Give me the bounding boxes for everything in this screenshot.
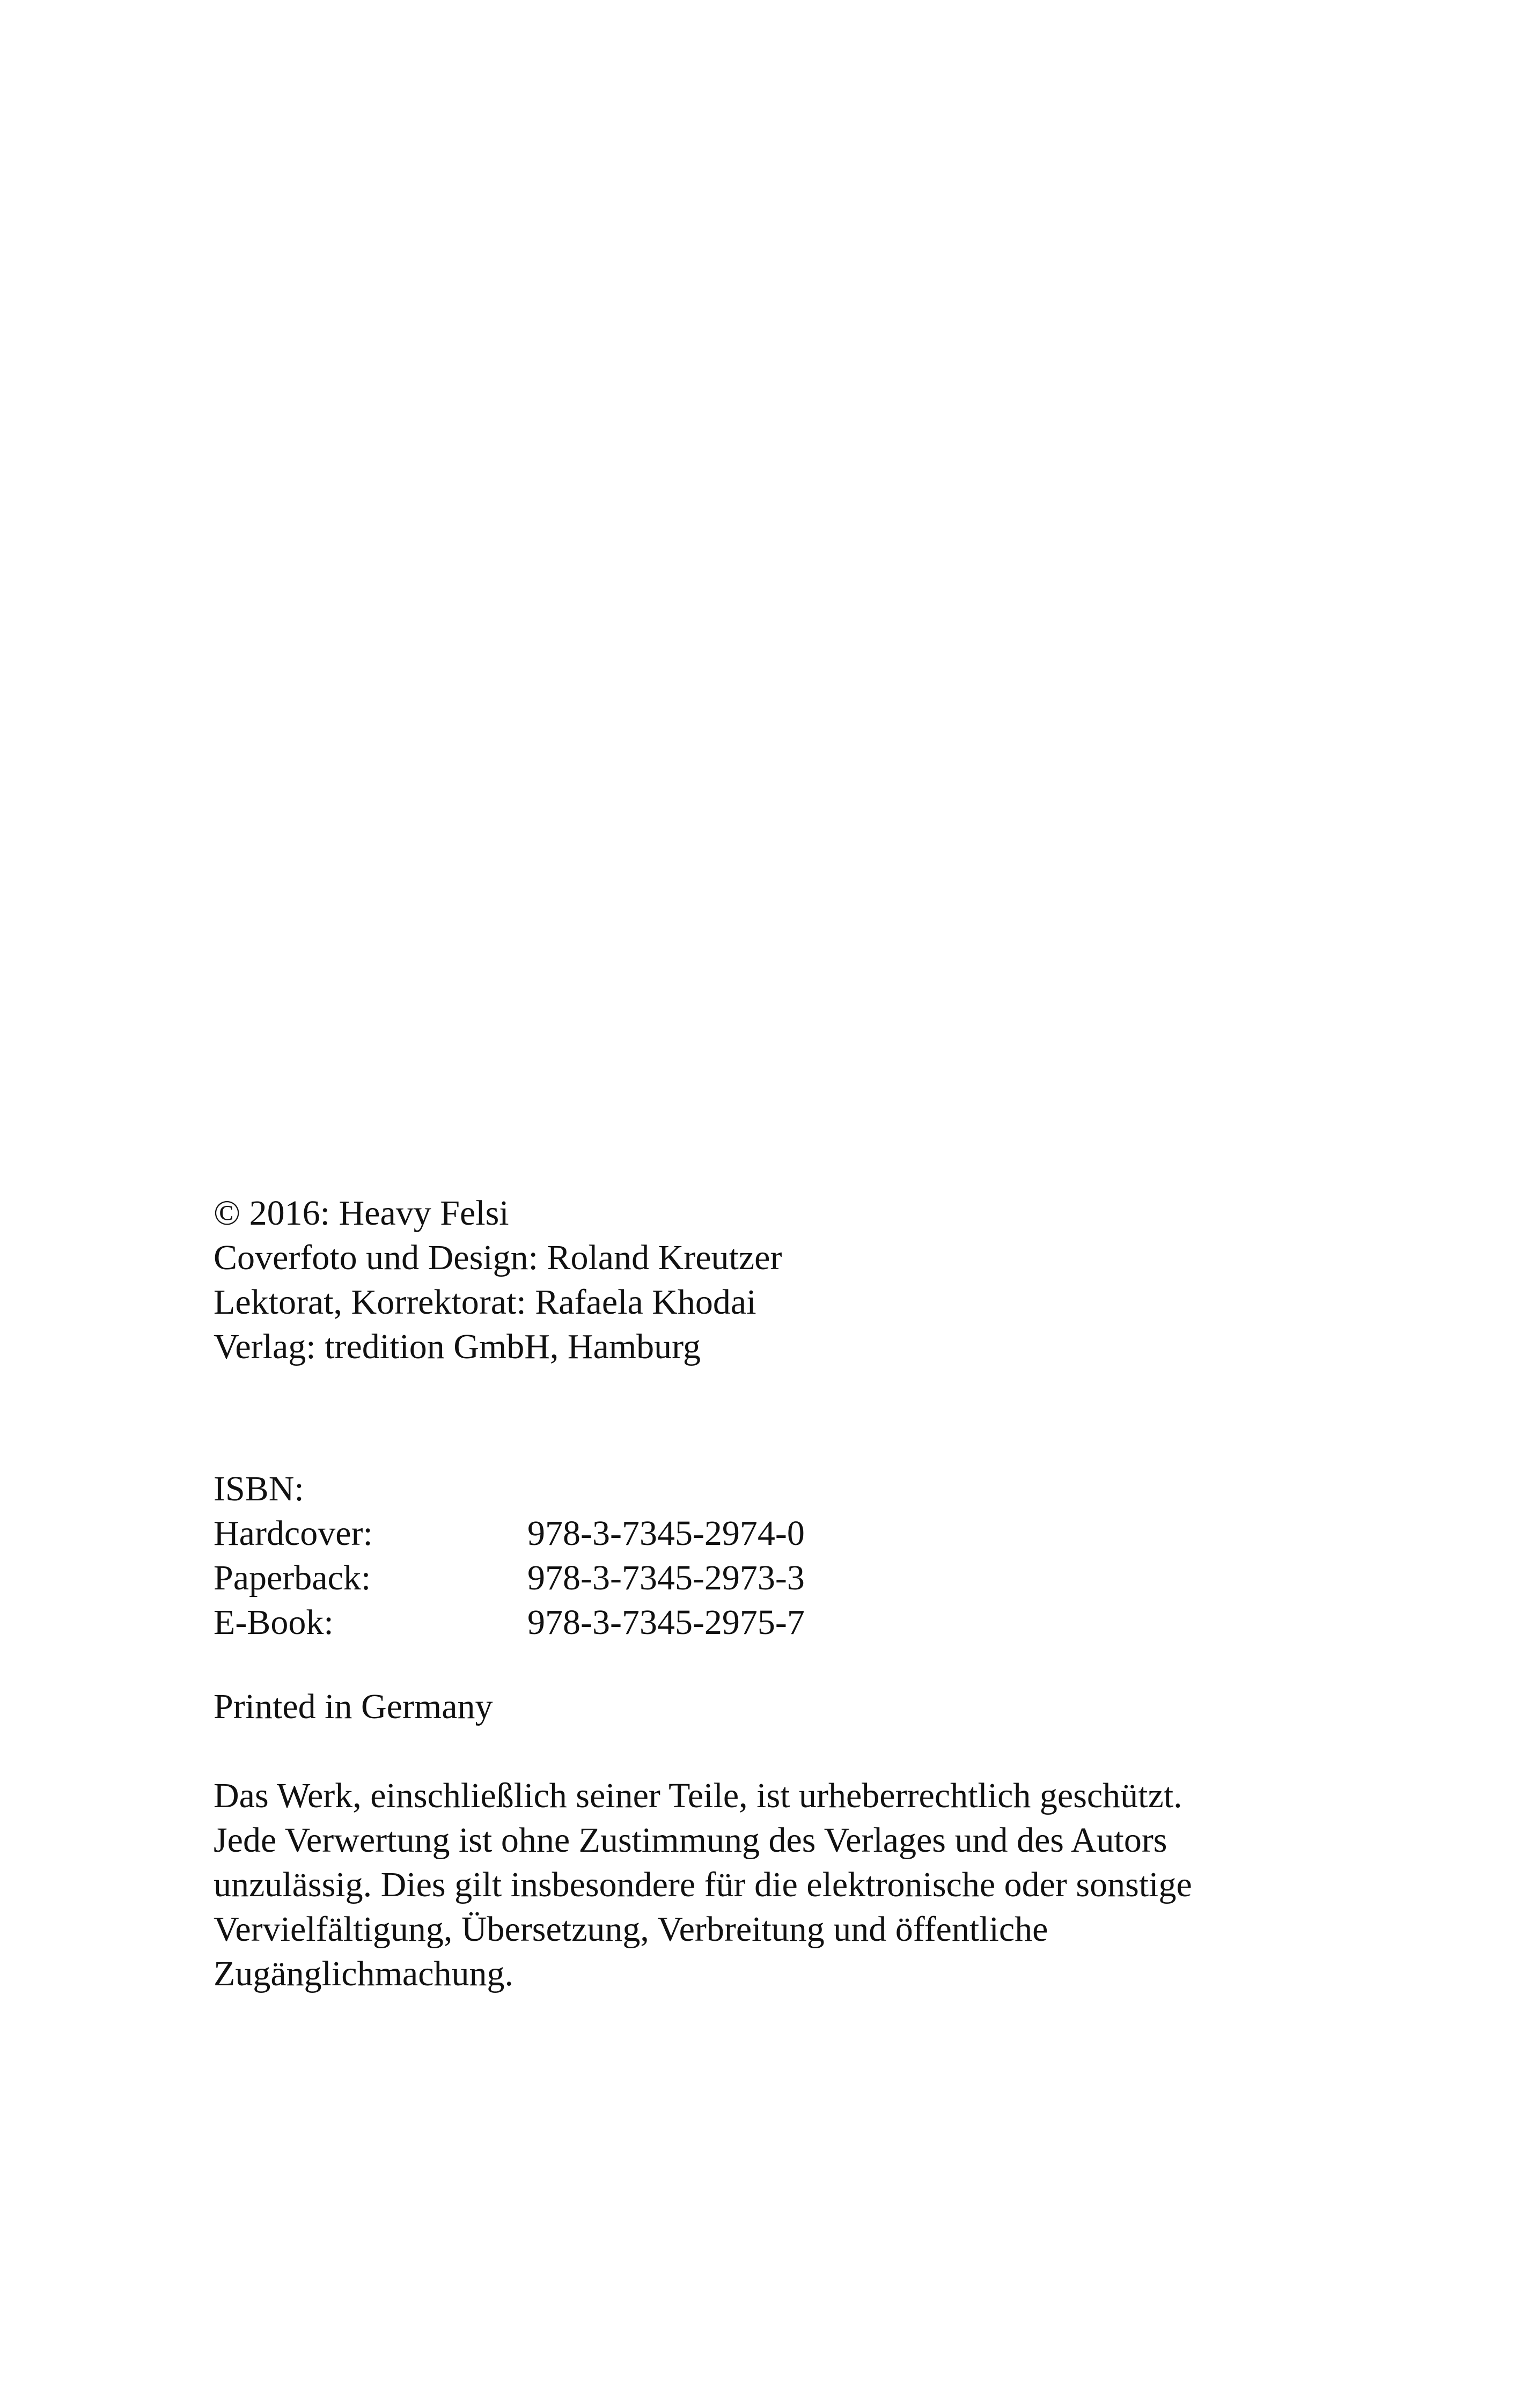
isbn-value: 978-3-7345-2973-3 [527,1558,805,1597]
legal-line: Jede Verwertung ist ohne Zustimmung des Verlages und des Autors [214,1821,1167,1860]
legal-notice [214,1773,1192,1996]
cover-credit-line: Coverfoto und Design: Roland Kreutzer [214,1238,782,1277]
legal-line: Das Werk, einschließlich seiner Teile, ist urheberrechtlich geschützt. [214,1776,1182,1815]
editing-credit-line: Lektorat, Korrektorat: Rafaela Khodai [214,1283,756,1322]
isbn-label: Hardcover: [214,1514,373,1553]
copyright-line: © 2016: Heavy Felsi [214,1194,509,1233]
publisher-line: Verlag: tredition GmbH, Hamburg [214,1327,701,1366]
isbn-label: E-Book: [214,1603,334,1642]
isbn-block [214,1467,805,1645]
isbn-row-paperback [214,1556,805,1600]
isbn-row-ebook [214,1600,805,1645]
legal-line: unzulässig. Dies gilt insbesondere für die elektronische oder sonstige [214,1865,1192,1904]
isbn-row-hardcover [214,1511,805,1556]
isbn-value: 978-3-7345-2974-0 [527,1514,805,1553]
isbn-heading: ISBN: [214,1469,304,1508]
isbn-value: 978-3-7345-2975-7 [527,1603,805,1642]
legal-line: Zugänglichmachung. [214,1954,514,1993]
legal-line: Vervielfältigung, Übersetzung, Verbreitung und öffentliche [214,1910,1048,1949]
isbn-label: Paperback: [214,1558,371,1597]
credits-block [214,1191,782,1369]
printed-in-line: Printed in Germany [214,1687,493,1726]
printed-in-block [214,1684,493,1729]
